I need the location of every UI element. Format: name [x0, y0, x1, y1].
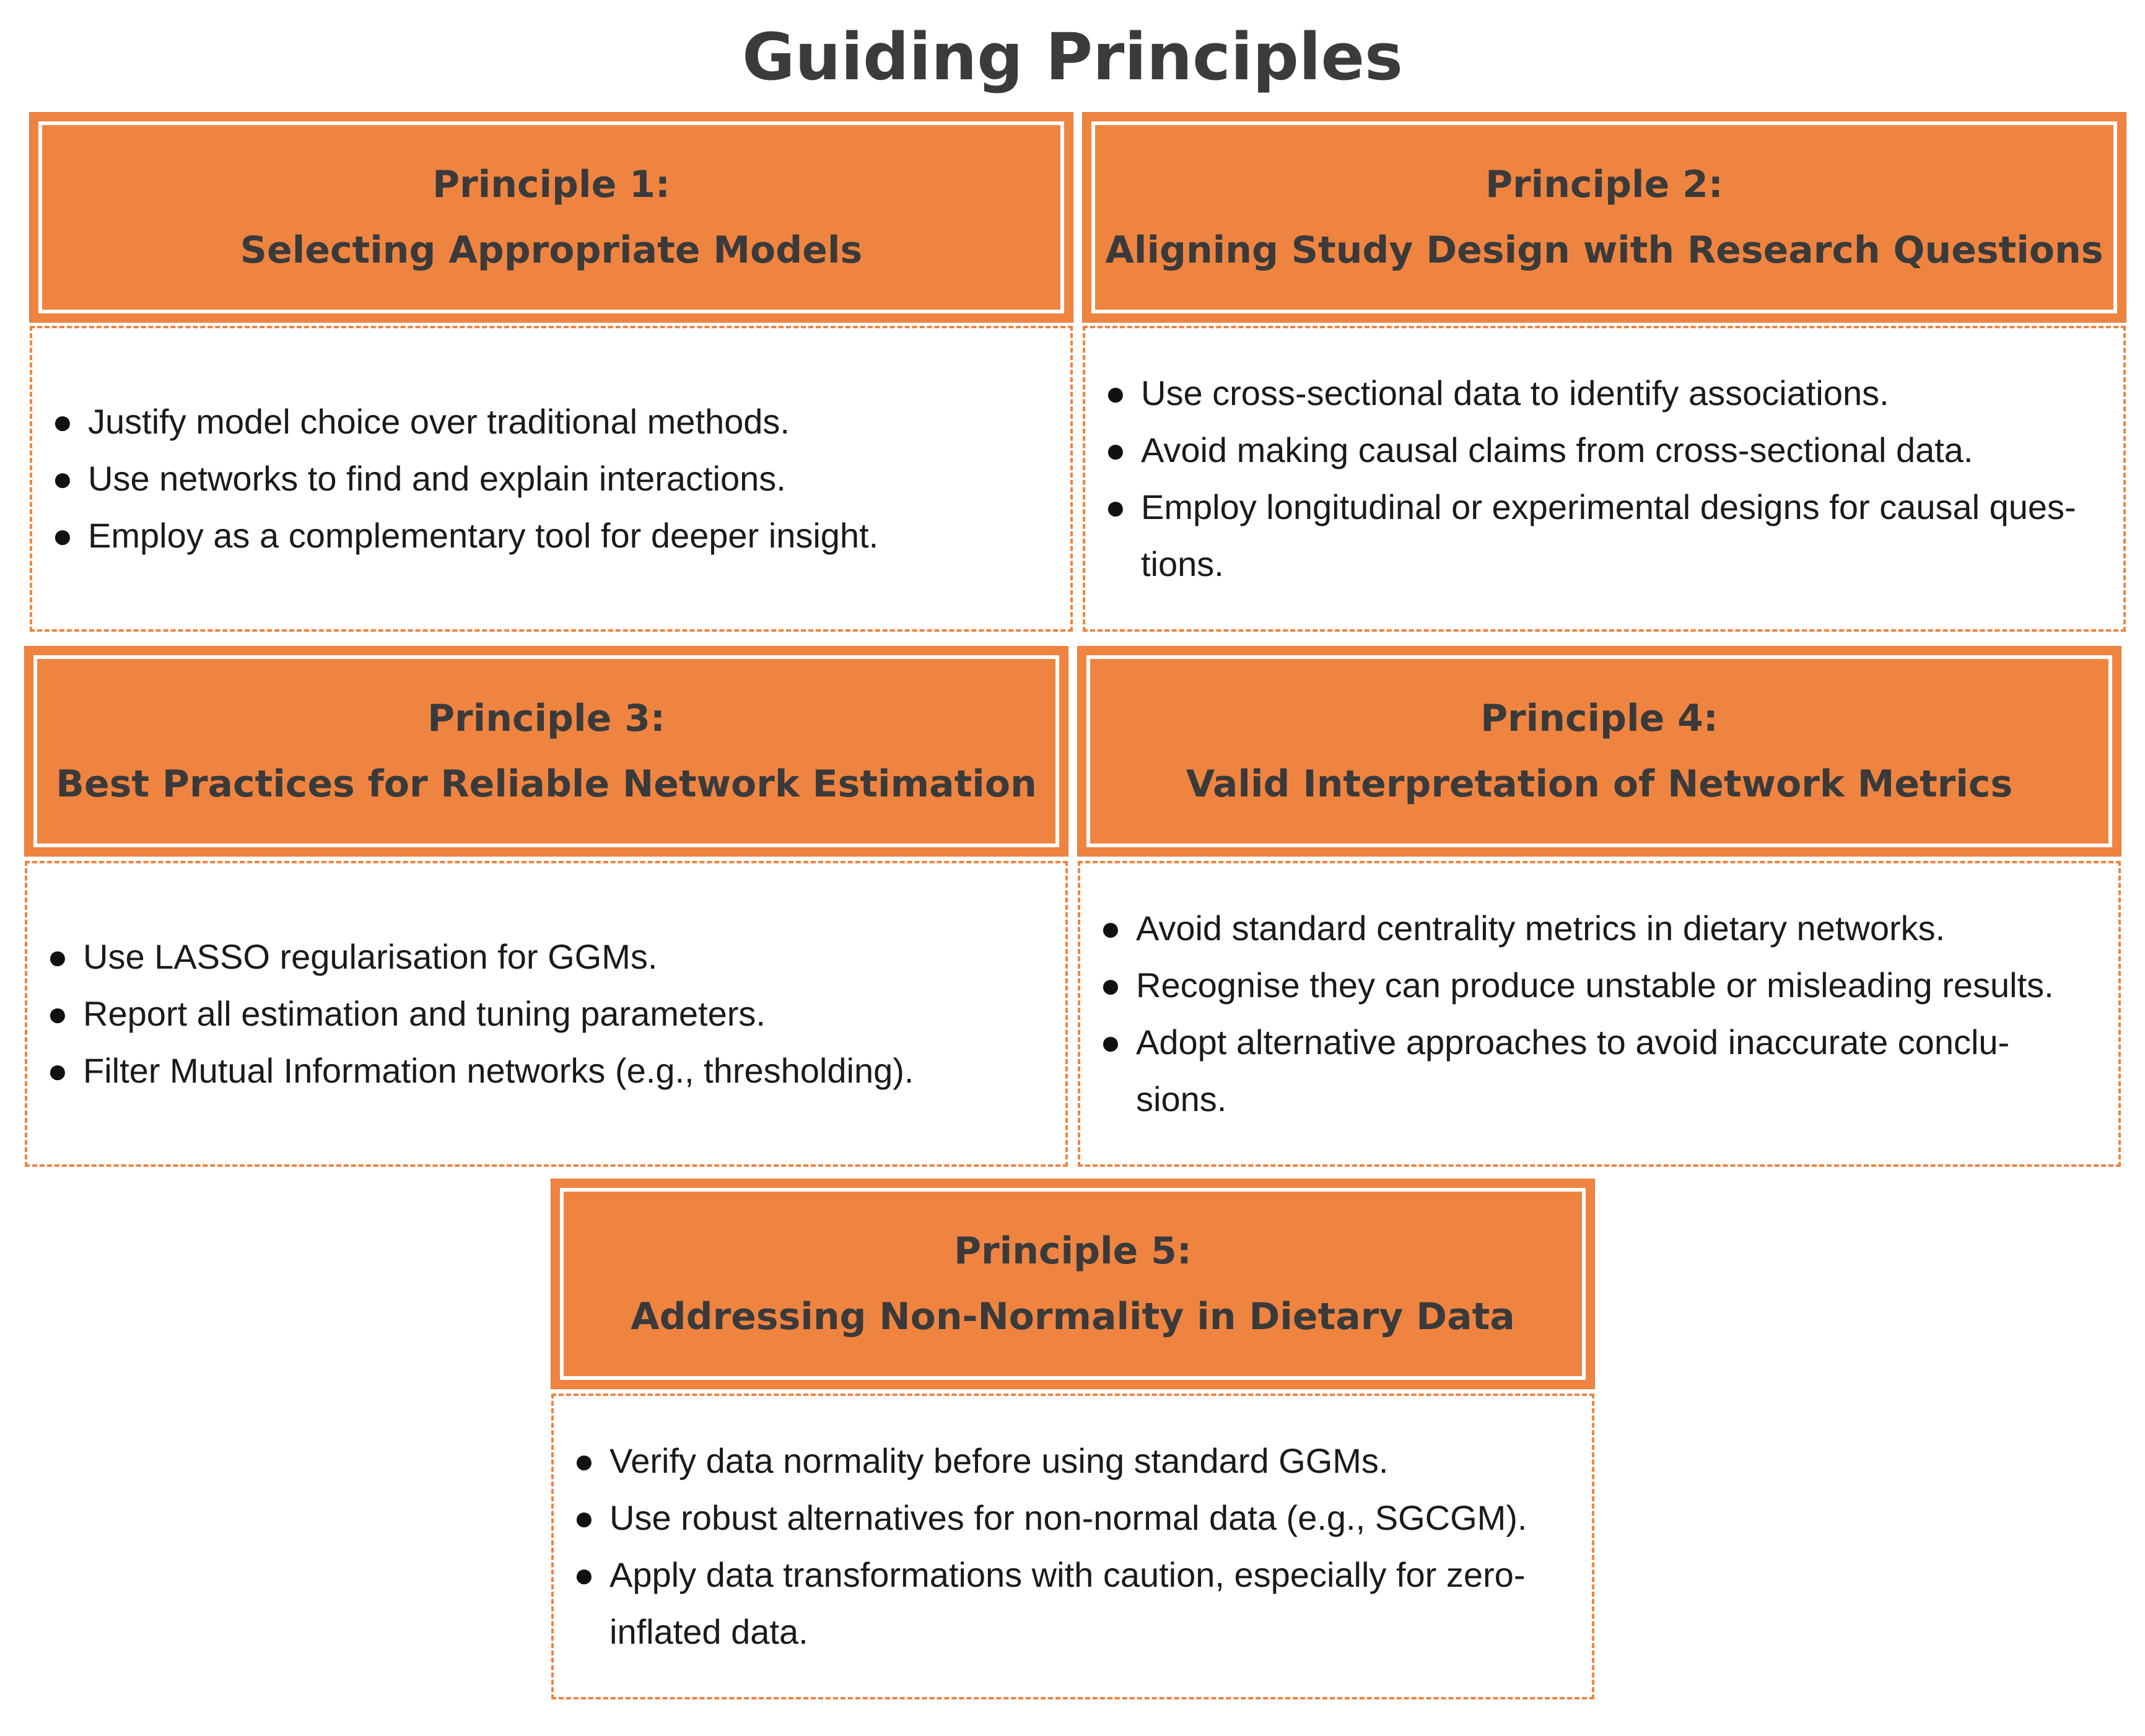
- bullet-icon: ●: [52, 402, 73, 441]
- bullet-icon: ●: [47, 994, 68, 1033]
- list-item: [1091, 1071, 2106, 1128]
- principle-4-label: Principle 4:: [1480, 697, 1718, 740]
- diagram-title: Guiding Principles: [742, 19, 1403, 95]
- list-item-text: Use LASSO regularisation for GGMs.: [83, 937, 658, 976]
- list-item: [43, 450, 1058, 507]
- list-item-text: Justify model choice over traditional methods.: [88, 402, 790, 441]
- list-item: [1091, 900, 2106, 957]
- principle-2-label: Principle 2:: [1485, 163, 1723, 206]
- list-item-text: Avoid making causal claims from cross-sectional data.: [1141, 430, 1973, 469]
- list-item: [38, 928, 1053, 985]
- principle-5-heading: Addressing Non-Normality in Dietary Data: [631, 1295, 1515, 1338]
- list-item: [565, 1433, 1579, 1490]
- list-item: [43, 507, 1058, 564]
- list-item-text: tions.: [1141, 544, 1224, 583]
- principle-5-list: [554, 1433, 1592, 1660]
- principle-3-list: [27, 928, 1065, 1099]
- bullet-icon: ●: [1105, 373, 1126, 412]
- principle-3-heading: Best Practices for Reliable Network Estimation: [56, 762, 1037, 806]
- principle-4-heading: Valid Interpretation of Network Metrics: [1186, 762, 2013, 806]
- bullet-icon: ●: [47, 1051, 68, 1090]
- principle-5-header: [551, 1179, 1594, 1389]
- list-item-text: Use cross-sectional data to identify associations.: [1141, 373, 1889, 412]
- list-item: [565, 1490, 1579, 1546]
- list-item-text: Filter Mutual Information networks (e.g., thresholding).: [83, 1051, 914, 1090]
- bullet-icon: ●: [1105, 430, 1126, 469]
- bullet-icon: ●: [1100, 966, 1121, 1005]
- principle-2-header: [1083, 113, 2126, 322]
- bullet-icon: ●: [574, 1498, 595, 1537]
- bullet-icon: ●: [1100, 1023, 1121, 1062]
- principle-4-header: [1078, 647, 2121, 856]
- list-item-text: Use networks to find and explain interactions.: [88, 459, 786, 498]
- list-item: [565, 1603, 1579, 1660]
- bullet-icon: ●: [574, 1555, 595, 1594]
- principle-3-header: [25, 647, 1068, 856]
- bullet-icon: ●: [1100, 909, 1121, 948]
- list-item-text: Employ as a complementary tool for deeper insight.: [88, 516, 879, 555]
- principle-2-list: [1085, 365, 2123, 593]
- bullet-icon: ●: [52, 459, 73, 498]
- list-item-text: Use robust alternatives for non-normal data (e.g., SGCGM).: [609, 1498, 1527, 1537]
- list-item-text: Avoid standard centrality metrics in dietary networks.: [1136, 909, 1946, 948]
- list-item-text: Apply data transformations with caution, especially for zero-: [609, 1555, 1526, 1594]
- bullet-icon: ●: [1105, 487, 1126, 526]
- list-item-text: sions.: [1136, 1080, 1227, 1119]
- principle-2-heading: Aligning Study Design with Research Questions: [1105, 229, 2103, 272]
- principle-4-body: [1078, 861, 2121, 1167]
- list-item: [38, 985, 1053, 1042]
- list-item-text: inflated data.: [609, 1612, 808, 1651]
- list-item-text: Report all estimation and tuning parameters.: [83, 994, 766, 1033]
- list-item: [1096, 479, 2111, 536]
- principle-1-header: [30, 113, 1073, 322]
- bullet-icon: ●: [52, 516, 73, 555]
- list-item: [1096, 365, 2111, 422]
- principle-3-body: [25, 861, 1068, 1167]
- principle-1-body: [30, 326, 1073, 632]
- list-item: [1096, 536, 2111, 593]
- bullet-icon: ●: [47, 937, 68, 976]
- list-item-text: Employ longitudinal or experimental designs for causal ques-: [1141, 487, 2076, 526]
- list-item: [1091, 1014, 2106, 1071]
- principle-5-label: Principle 5:: [954, 1229, 1192, 1273]
- principle-1-heading: Selecting Appropriate Models: [240, 229, 863, 272]
- list-item: [1091, 957, 2106, 1014]
- principle-5-body: [551, 1394, 1594, 1699]
- list-item: [38, 1042, 1053, 1099]
- list-item: [1096, 422, 2111, 479]
- principle-2-body: [1083, 326, 2126, 632]
- list-item: [43, 393, 1058, 450]
- list-item-text: Recognise they can produce unstable or misleading results.: [1136, 966, 2054, 1005]
- list-item-text: Verify data normality before using standard GGMs.: [609, 1441, 1389, 1480]
- principle-3-label: Principle 3:: [427, 697, 665, 740]
- principle-4-list: [1080, 900, 2118, 1128]
- list-item: [565, 1546, 1579, 1603]
- principle-1-list: [32, 393, 1070, 564]
- principle-1-label: Principle 1:: [432, 163, 670, 206]
- bullet-icon: ●: [574, 1441, 595, 1480]
- list-item-text: Adopt alternative approaches to avoid inaccurate conclu-: [1136, 1023, 2010, 1062]
